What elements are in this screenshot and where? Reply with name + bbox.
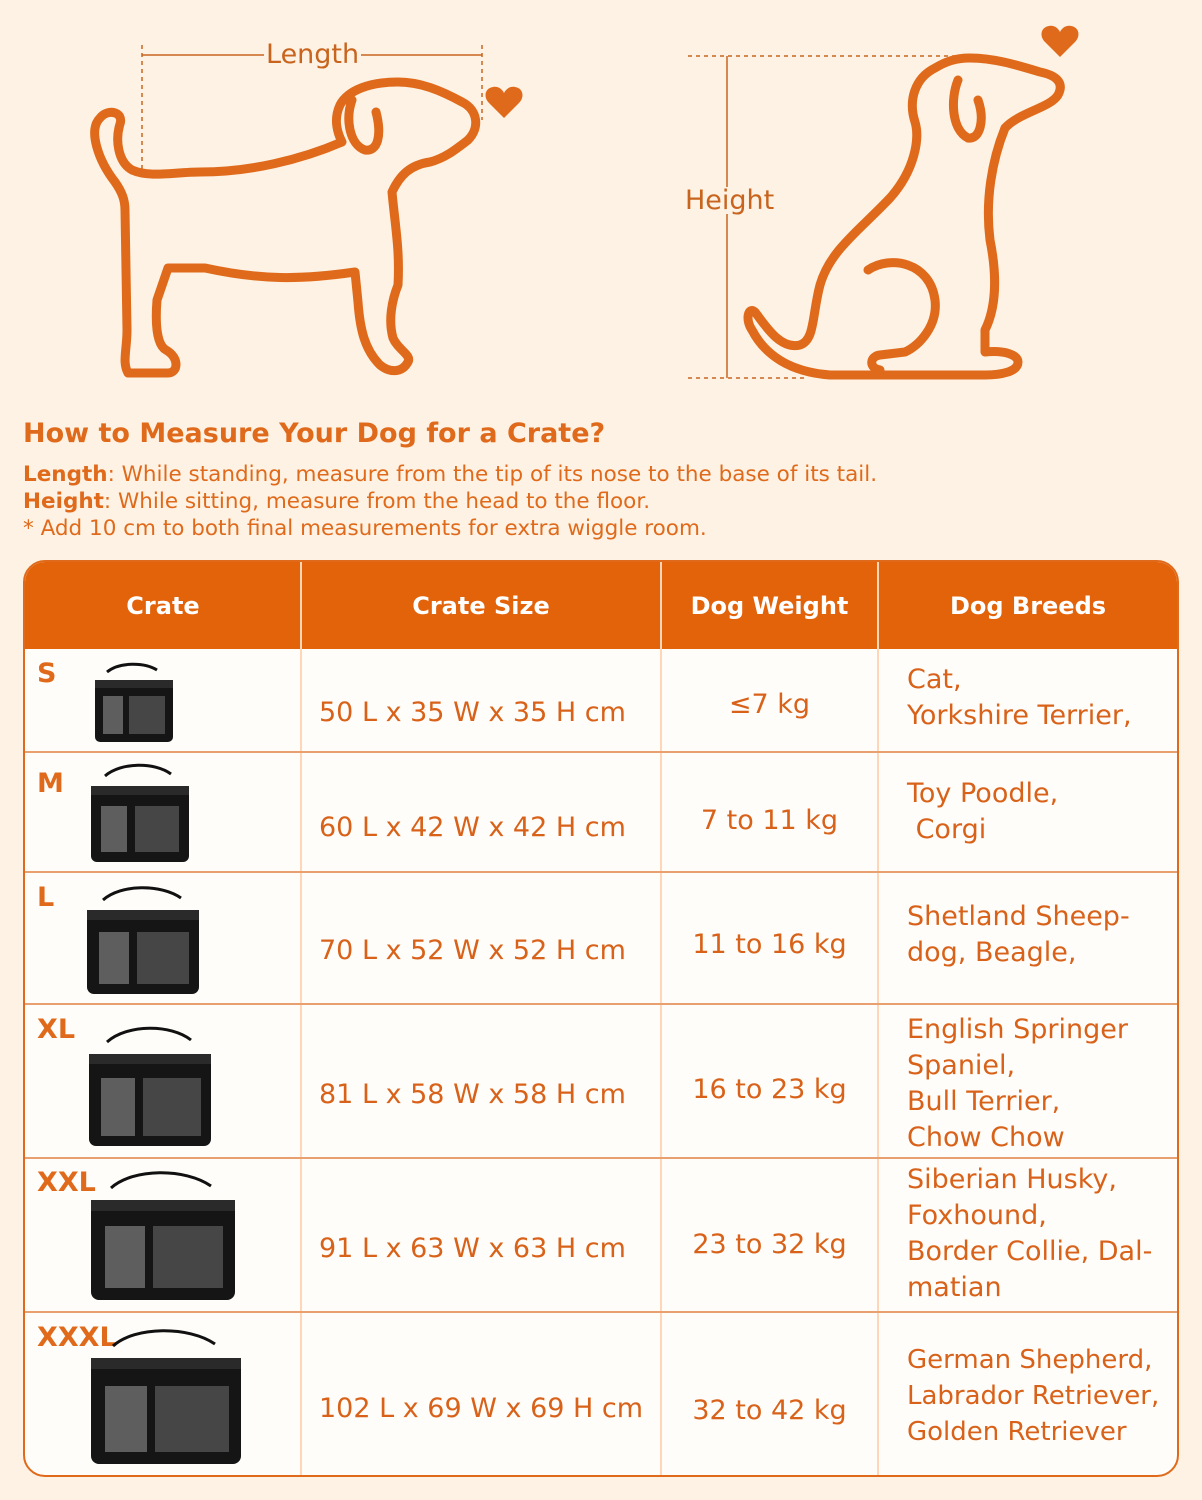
dog-breeds: Cat, Yorkshire Terrier, — [907, 664, 1132, 731]
height-term: Height — [23, 489, 104, 514]
dog-breeds: Siberian Husky, Foxhound, Border Collie, Dal- matian — [907, 1164, 1153, 1303]
crate-dimensions: 50 L x 35 W x 35 H cm — [319, 696, 626, 728]
crate-image — [81, 882, 205, 1000]
dog-weight: 7 to 11 kg — [700, 804, 839, 836]
dog-weight: 32 to 42 kg — [692, 1394, 847, 1426]
crate-image — [85, 760, 195, 868]
wiggle-room-note: * Add 10 cm to both final measurements for extra wiggle room. — [23, 516, 707, 541]
header-crate-size: Crate Size — [412, 591, 550, 620]
dog-breeds: Shetland Sheep- dog, Beagle, — [907, 901, 1130, 968]
measurement-illustration — [0, 0, 1202, 400]
length-instruction: : While standing, measure from the tip of its nose to the base of its tail. — [107, 462, 878, 487]
dog-weight: ≤7 kg — [728, 688, 811, 720]
heart-icon — [486, 87, 523, 118]
sitting-dog-leg — [868, 263, 935, 370]
height-label: Height — [685, 185, 775, 216]
header-crate: Crate — [126, 591, 200, 620]
crate-size-label: M — [37, 768, 64, 799]
standing-dog-outline — [95, 82, 476, 373]
crate-image — [83, 1022, 217, 1152]
crate-size-label: XXXL — [37, 1322, 117, 1353]
dog-breeds: Toy Poodle, Corgi — [907, 778, 1059, 845]
row-divider — [25, 1003, 1177, 1005]
crate-dimensions: 60 L x 42 W x 42 H cm — [319, 811, 626, 843]
row-divider — [25, 871, 1177, 873]
crate-size-label: S — [37, 658, 57, 689]
dog-breeds: English Springer Spaniel, Bull Terrier, Chow Chow — [907, 1014, 1128, 1153]
crate-size-label: L — [37, 882, 55, 913]
crate-image — [85, 1166, 241, 1306]
crate-dimensions: 70 L x 52 W x 52 H cm — [319, 934, 626, 966]
header-dog-weight: Dog Weight — [690, 591, 849, 620]
crate-size-label: XL — [37, 1014, 76, 1045]
crate-dimensions: 102 L x 69 W x 69 H cm — [319, 1392, 644, 1424]
heart-icon — [1042, 26, 1079, 57]
dog-weight: 23 to 32 kg — [692, 1228, 847, 1260]
crate-dimensions: 91 L x 63 W x 63 H cm — [319, 1232, 626, 1264]
dog-breeds: German Shepherd, Labrador Retriever, Golden Retriever — [907, 1345, 1160, 1447]
crate-image — [89, 660, 179, 748]
sitting-dog-outline — [748, 58, 1060, 375]
length-label: Length — [266, 39, 360, 70]
standing-dog-ear — [349, 100, 379, 150]
row-divider — [25, 1157, 1177, 1159]
crate-image — [85, 1324, 247, 1470]
size-table — [23, 560, 1179, 1477]
column-divider — [300, 562, 302, 1475]
guide-instructions — [23, 461, 877, 542]
row-divider — [25, 751, 1177, 753]
dog-weight: 11 to 16 kg — [692, 928, 847, 960]
row-divider — [25, 1311, 1177, 1313]
height-instruction: : While sitting, measure from the head to the floor. — [103, 489, 651, 514]
table-header — [25, 562, 1177, 649]
guide-title: How to Measure Your Dog for a Crate? — [23, 418, 606, 449]
length-term: Length — [23, 462, 108, 487]
crate-dimensions: 81 L x 58 W x 58 H cm — [319, 1078, 626, 1110]
header-dog-breeds: Dog Breeds — [949, 591, 1107, 620]
dog-weight: 16 to 23 kg — [692, 1073, 847, 1105]
height-guides — [688, 56, 980, 378]
sitting-dog-ear — [953, 80, 981, 138]
crate-size-label: XXL — [37, 1167, 96, 1198]
